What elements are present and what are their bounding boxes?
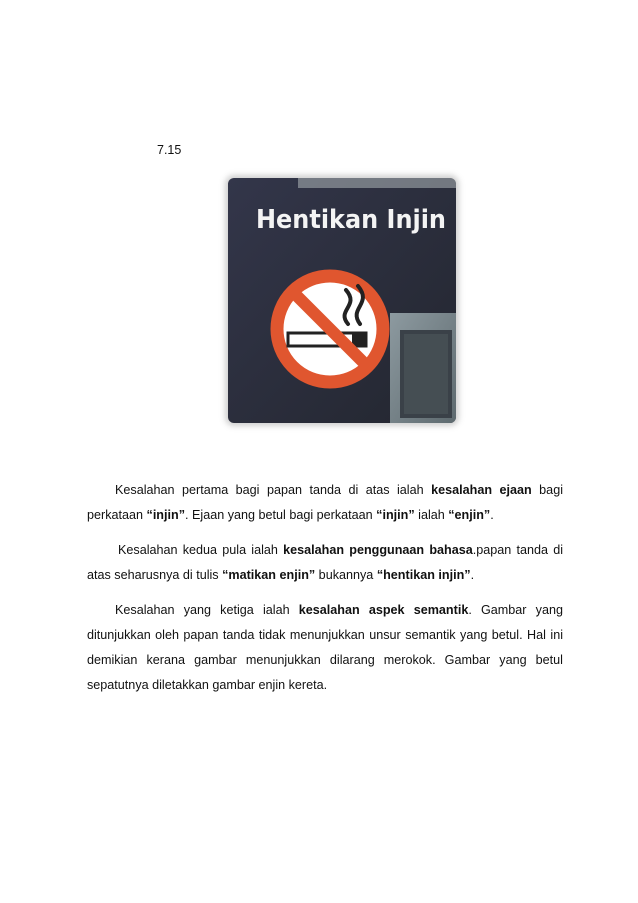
- sign-title: Hentikan Injin: [256, 205, 446, 235]
- emphasis-text: “hentikan injin”: [376, 568, 471, 582]
- paragraph-text: .papan tanda di atas seharusnya di tulis: [87, 543, 564, 582]
- paragraph-text: .: [490, 508, 494, 522]
- emphasis-text: “injin”: [376, 508, 415, 522]
- paragraph-text: . Ejaan yang betul bagi perkataan: [185, 508, 377, 522]
- paragraph-text: . Gambar yang ditunjukkan oleh papan tanda tidak menunjukkan unsur semantik yang betul. Hal ini demikian kerana gambar menunjukkan dilarang merokok. Gambar yang betul sepatutnya diletakkan gambar enjin kereta.: [87, 603, 563, 692]
- emphasis-text: kesalahan ejaan: [431, 483, 532, 497]
- sign-photo: [228, 178, 456, 423]
- paragraph-text: bagi perkataan: [87, 483, 563, 522]
- paragraph-2: [87, 538, 563, 588]
- emphasis-text: “matikan enjin”: [222, 568, 316, 582]
- paragraph-text: Kesalahan kedua pula ialah: [118, 543, 284, 557]
- no-smoking-icon: [277, 276, 383, 382]
- emphasis-text: kesalahan aspek semantik: [298, 603, 469, 617]
- emphasis-text: kesalahan penggunaan bahasa: [283, 543, 473, 557]
- emphasis-text: “enjin”: [448, 508, 491, 522]
- metal-frame-element: [390, 313, 456, 423]
- body-text: [87, 478, 563, 708]
- paragraph-text: Kesalahan pertama bagi papan tanda di atas ialah: [115, 483, 432, 497]
- paragraph-1: [87, 478, 563, 528]
- paragraph-text: .: [470, 568, 475, 582]
- emphasis-text: “injin”: [146, 508, 185, 522]
- paragraph-text: bukannya: [315, 568, 377, 582]
- paragraph-3: [87, 598, 563, 698]
- paragraph-text: Kesalahan yang ketiga ialah: [115, 603, 299, 617]
- board-top-edge: [298, 178, 456, 188]
- paragraph-text: ialah: [414, 508, 449, 522]
- section-number: 7.15: [157, 143, 182, 157]
